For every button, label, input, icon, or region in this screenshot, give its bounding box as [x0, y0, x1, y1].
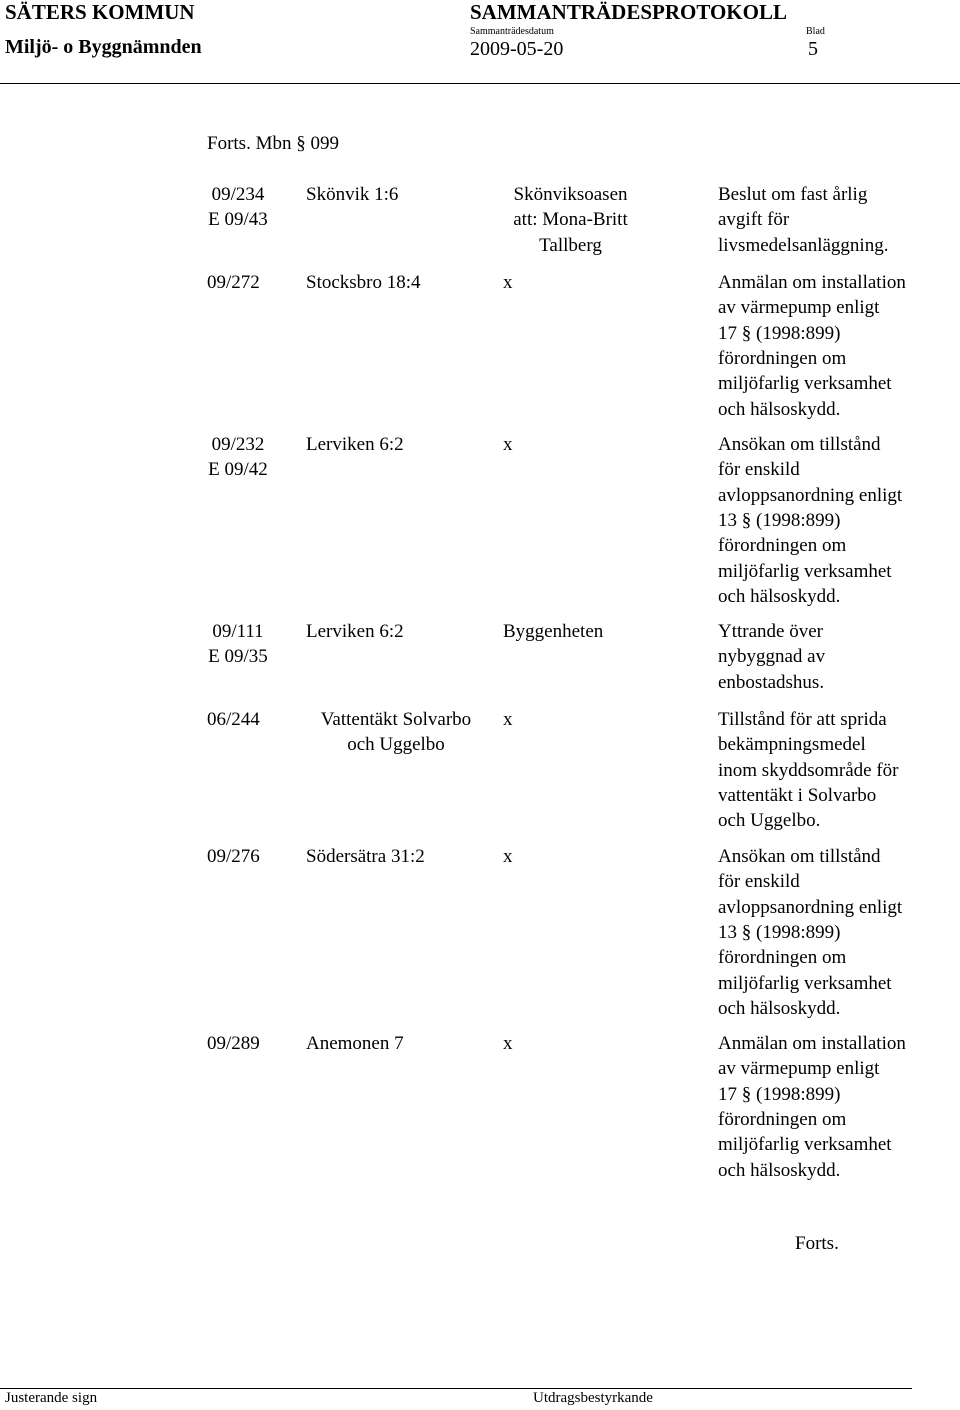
case-id-line: 09/234: [211, 184, 265, 205]
property-line: Lerviken 6:2: [306, 621, 404, 642]
applicant-line: x: [503, 434, 513, 455]
case-id-line: 09/289: [207, 1033, 260, 1054]
description-line: enbostadshus.: [718, 671, 825, 693]
footer-rule: [0, 1388, 912, 1389]
description-line: och hälsoskydd.: [718, 1159, 841, 1181]
applicant-line: x: [503, 709, 513, 730]
description-line: 17 § (1998:899): [718, 322, 841, 344]
property-line: Södersätra 31:2: [306, 846, 425, 867]
applicant-line: x: [503, 846, 513, 867]
description-line: Tillstånd för att sprida: [718, 709, 887, 730]
header-rule: [0, 83, 960, 84]
page-label: Blad: [806, 26, 825, 37]
justerande-label: Justerande sign: [5, 1390, 98, 1406]
description-line: 17 § (1998:899): [718, 1083, 841, 1105]
case-id-line: 09/232: [211, 434, 265, 455]
description-line: 13 § (1998:899): [718, 509, 841, 531]
case-id-line: E 09/43: [208, 209, 268, 231]
description-line: och hälsoskydd.: [718, 997, 841, 1019]
description-line: förordningen om: [718, 535, 847, 557]
description-line: Beslut om fast årlig: [718, 184, 868, 205]
description-line: avgift för: [718, 209, 790, 231]
description-line: för enskild: [718, 459, 800, 481]
description-line: förordningen om: [718, 347, 847, 369]
property-line: och Uggelbo: [347, 734, 445, 756]
property-line: Vattentäkt Solvarbo: [320, 709, 472, 730]
applicant-line: x: [503, 272, 513, 293]
description-line: förordningen om: [718, 947, 847, 969]
document-type: SAMMANTRÄDESPROTOKOLL: [470, 0, 787, 24]
org-name: SÄTERS KOMMUN: [5, 0, 195, 24]
property-line: Skönvik 1:6: [306, 184, 399, 205]
description-line: miljöfarlig verksamhet: [718, 972, 892, 994]
description-line: Yttrande över: [718, 621, 823, 642]
date-label: Sammanträdesdatum: [470, 26, 554, 37]
utdrag-label: Utdragsbestyrkande: [533, 1390, 653, 1406]
property-line: Stocksbro 18:4: [306, 272, 421, 293]
page-number: 5: [808, 38, 818, 60]
description-line: avloppsanordning enligt: [718, 484, 903, 506]
applicant-line: Skönviksoasen: [513, 184, 628, 205]
meeting-date: 2009-05-20: [470, 38, 564, 60]
applicant-line: att: Mona-Britt: [513, 209, 628, 231]
description-line: miljöfarlig verksamhet: [718, 373, 892, 395]
description-line: miljöfarlig verksamhet: [718, 1134, 892, 1156]
description-line: 13 § (1998:899): [718, 921, 841, 943]
applicant-line: Tallberg: [539, 234, 602, 256]
continued-label: Forts.: [795, 1233, 839, 1254]
section-title: Forts. Mbn § 099: [207, 133, 339, 154]
description-line: och hälsoskydd.: [718, 398, 841, 420]
description-line: och Uggelbo.: [718, 810, 821, 832]
committee-name: Miljö- o Byggnämnden: [5, 36, 202, 58]
description-line: avloppsanordning enligt: [718, 896, 903, 918]
description-line: Anmälan om installation: [718, 1033, 906, 1054]
applicant-line: x: [503, 1033, 513, 1054]
description-line: nybyggnad av: [718, 646, 826, 668]
description-line: förordningen om: [718, 1108, 847, 1130]
description-line: vattentäkt i Solvarbo: [718, 784, 877, 806]
description-line: och hälsoskydd.: [718, 585, 841, 607]
case-id-line: E 09/42: [208, 459, 268, 481]
description-line: av värmepump enligt: [718, 297, 880, 319]
description-line: av värmepump enligt: [718, 1058, 880, 1080]
description-line: Ansökan om tillstånd: [718, 846, 881, 867]
property-line: Lerviken 6:2: [306, 434, 404, 455]
case-id-line: E 09/35: [208, 646, 268, 668]
description-line: livsmedelsanläggning.: [718, 234, 889, 256]
description-line: Anmälan om installation: [718, 272, 906, 293]
applicant-line: Byggenheten: [503, 621, 604, 642]
case-id-line: 09/272: [207, 272, 260, 293]
description-line: Ansökan om tillstånd: [718, 434, 881, 455]
case-id-line: 09/111: [212, 621, 264, 642]
description-line: miljöfarlig verksamhet: [718, 560, 892, 582]
description-line: för enskild: [718, 871, 800, 893]
description-line: inom skyddsområde för: [718, 759, 899, 781]
case-id-line: 06/244: [207, 709, 260, 730]
property-line: Anemonen 7: [306, 1033, 404, 1054]
case-id-line: 09/276: [207, 846, 260, 867]
description-line: bekämpningsmedel: [718, 734, 866, 756]
